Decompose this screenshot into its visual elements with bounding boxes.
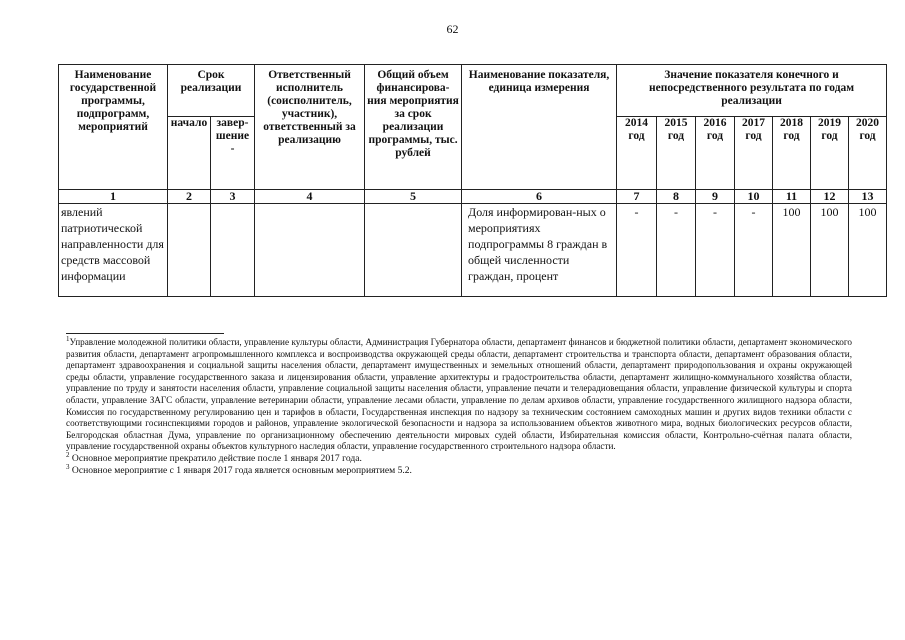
year-2018: 2018 год xyxy=(773,117,811,190)
row-program-name: явлений патриотической направленности для средств массовой информации xyxy=(59,204,168,297)
row-value-2015: - xyxy=(657,204,696,297)
row-value-2014: - xyxy=(617,204,657,297)
row-volume xyxy=(365,204,462,297)
header-values: Значение показателя конечного и непосредственного результата по годам реализации xyxy=(617,65,887,117)
column-number: 3 xyxy=(211,190,255,204)
row-start xyxy=(168,204,211,297)
program-table xyxy=(58,64,887,297)
year-2017: 2017 год xyxy=(735,117,773,190)
header-responsible: Ответственный исполнитель (соисполнитель, участник), ответственный за реализацию xyxy=(255,65,365,190)
column-number: 11 xyxy=(773,190,811,204)
column-number: 8 xyxy=(657,190,696,204)
column-number: 10 xyxy=(735,190,773,204)
year-2015: 2015 год xyxy=(657,117,696,190)
column-number: 7 xyxy=(617,190,657,204)
header-program-name: Наименование государственной программы, подпрограмм, мероприятий xyxy=(59,65,168,190)
column-number: 2 xyxy=(168,190,211,204)
header-end xyxy=(211,117,255,190)
footnote-2: $^2$ Основное мероприятие прекратило действие после 1 января 2017 года. xyxy=(66,450,362,464)
row-responsible xyxy=(255,204,365,297)
table-row xyxy=(59,204,887,297)
year-2020: 2020 год xyxy=(849,117,887,190)
header-end-label: завер-шение xyxy=(215,117,250,142)
header-term: Срок реализации xyxy=(168,65,255,117)
row-value-2020: 100 xyxy=(849,204,887,297)
row-value-2016: - xyxy=(696,204,735,297)
row-end xyxy=(211,204,255,297)
column-number: 9 xyxy=(696,190,735,204)
row-indicator: Доля информирован-ных о мероприятиях подпрограммы 8 граждан в общей численности граждан, процент xyxy=(462,204,617,297)
column-numbers-row xyxy=(59,190,887,204)
column-number: 12 xyxy=(811,190,849,204)
header-total-volume: Общий объем финансирова-ния мероприятия за срок реализации программы, тыс. рублей xyxy=(365,65,462,190)
row-value-2018: 100 xyxy=(773,204,811,297)
column-number: 4 xyxy=(255,190,365,204)
year-2019: 2019 год xyxy=(811,117,849,190)
footnote-divider xyxy=(66,333,224,334)
page-number: 62 xyxy=(446,22,459,36)
column-number: 1 xyxy=(59,190,168,204)
row-value-2017: - xyxy=(735,204,773,297)
year-2016: 2016 год xyxy=(696,117,735,190)
column-number: 6 xyxy=(462,190,617,204)
footnote-3: $^3$ Основное мероприятие с 1 января 2017 года является основным мероприятием 5.2. xyxy=(66,462,412,476)
column-number: 5 xyxy=(365,190,462,204)
row-value-2019: 100 xyxy=(811,204,849,297)
header-start: начало xyxy=(168,117,211,190)
header-end-dash: - xyxy=(230,143,235,155)
footnotes xyxy=(66,334,852,476)
column-number: 13 xyxy=(849,190,887,204)
footnote-1: $^1$Управление молодежной политики области, управление культуры области, Администрация Губернатора области, департамент финансов и бюджетной политики области, департамент экономического развития области, департамент агропромышленного комплекса и воспроизводства окружающей среды области, департамент строительства и транспорта области, департамент образования области, департамент здравоохранения и социальной защиты населения области, департамент имущественных и земельных отношений области, департамент природопользования и охраны окружающей среды области, управление государственного заказа и лицензирования области, управление архитектуры и градостроительства области, департамент жилищно-коммунального хозяйства области, управление по труду и занятости населения области, управление социальной защиты населения области, управление печати и телерадиовещания области, управление физической культуры и спорта области, управление ЗАГС области, управление ветеринарии области, управление лесами области, управление по делам архивов области, управление государственного жилищного надзора области, Комиссия по государственному регулированию цен и тарифов в области, Государственная инспекция по надзору за техническим состоянием самоходных машин и других видов техники области с соответствующими госинспекциями городов и районов, управление экологической безопасности и надзора за использованием объектов животного мира, водных биологических ресурсов области, Белгородская областная Дума, управление по организационному обеспечению деятельности мировых судей области, Избирательная комиссия области, Контрольно-счётная палата области, управление государственной охраны объектов культурного наследия области, управление государственного строительного надзора области. xyxy=(66,334,852,452)
header-indicator: Наименование показателя, единица измерения xyxy=(462,65,617,190)
year-2014: 2014 год xyxy=(617,117,657,190)
